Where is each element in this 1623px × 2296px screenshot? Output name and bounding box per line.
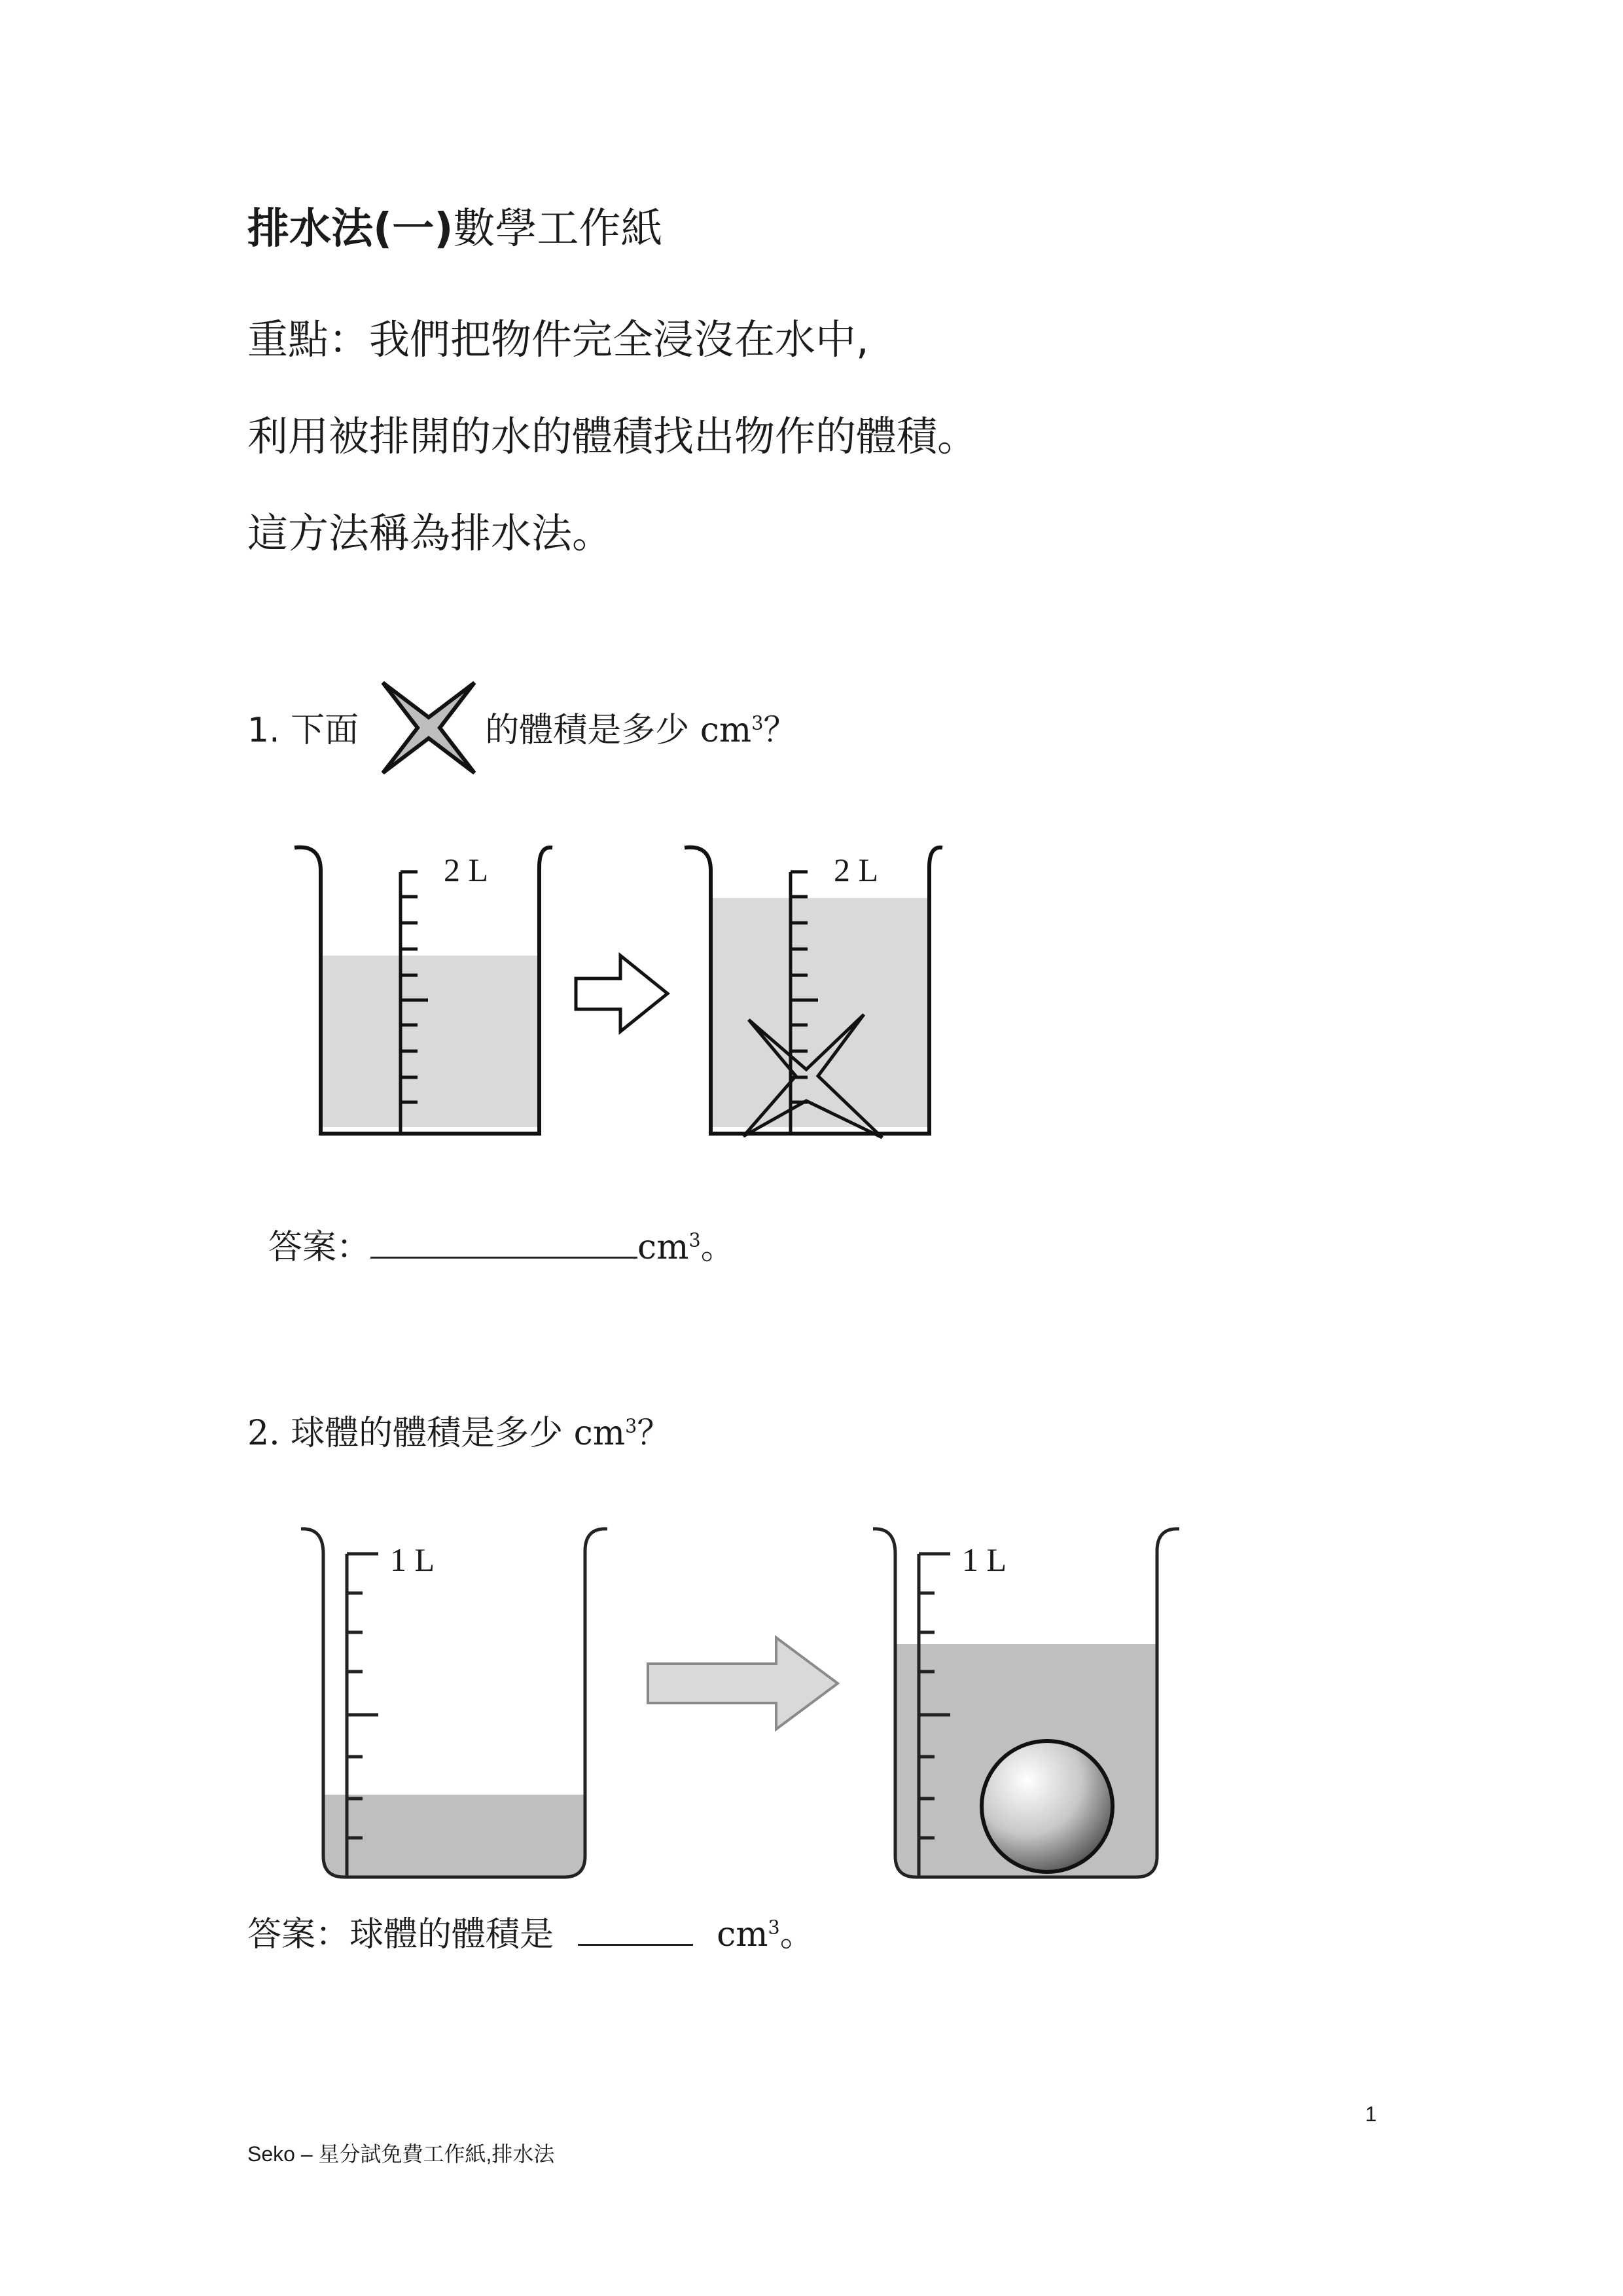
q2-answer-label: 答案：球體的體積是 (247, 1915, 554, 1954)
q2-answer-end: 。 (779, 1915, 814, 1954)
footer-text: Seko – 星分試免費工作紙,排水法 (247, 2142, 555, 2166)
q1-answer-line (268, 1228, 735, 1265)
q1-answer-blank[interactable] (370, 1228, 637, 1259)
q2-prompt (247, 1414, 671, 1453)
q1-text-before: 下面 (291, 711, 359, 750)
title-bold: 排水法(一) (247, 205, 454, 253)
page-title (247, 205, 663, 253)
q2-diagram (288, 1525, 1204, 1892)
q2-qmark: ？ (637, 1414, 671, 1453)
q1-text-after: 的體積是多少 cm (485, 711, 752, 750)
q1-answer-unit: cm (637, 1228, 689, 1267)
q2-beaker-after (873, 1529, 1179, 1877)
intro-line-2: 利用被排開的水的體積找出物作的體積。 (247, 412, 978, 460)
q2-arrow (648, 1638, 838, 1729)
page-number: 1 (1365, 2102, 1377, 2126)
q2-beaker-after-label: 1 L (962, 1541, 1007, 1578)
title-rest: 數學工作紙 (453, 205, 663, 253)
sphere (982, 1741, 1113, 1872)
q2-answer-sup: 3 (768, 1916, 780, 1939)
q1-number: 1. (247, 711, 280, 750)
q1-beaker-before (294, 847, 552, 1134)
q2-beaker-before (301, 1529, 607, 1877)
q1-answer-label: 答案： (268, 1228, 371, 1267)
intro-line-3: 這方法稱為排水法。 (247, 509, 613, 557)
q2-sup: 3 (625, 1414, 637, 1437)
q1-sup: 3 (751, 711, 764, 734)
q2-answer-blank[interactable] (578, 1915, 693, 1946)
q1-qmark: ？ (763, 711, 798, 750)
q1-beaker-before-label: 2 L (444, 852, 489, 888)
q1-answer-sup: 3 (688, 1229, 701, 1251)
q2-answer-line (247, 1915, 814, 1952)
q1-beaker-after (685, 847, 942, 1138)
q2-beaker-before-label: 1 L (390, 1541, 435, 1578)
q2-number: 2. (247, 1414, 280, 1453)
q1-beaker-after-label: 2 L (834, 852, 879, 888)
q2-text: 球體的體積是多少 cm (291, 1414, 626, 1453)
intro-line-1: 重點：我們把物件完全浸沒在水中, (247, 315, 869, 363)
q1-arrow (576, 956, 668, 1031)
q1-prompt (247, 711, 798, 750)
four-point-star-icon (380, 679, 478, 776)
q1-answer-end: 。 (700, 1228, 735, 1267)
q2-answer-unit: cm (717, 1915, 768, 1954)
